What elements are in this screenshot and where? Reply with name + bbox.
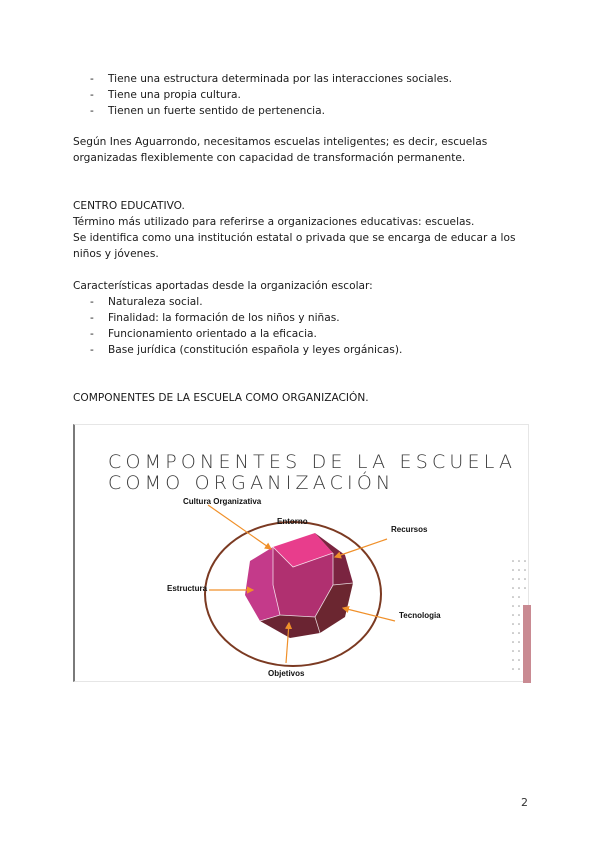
bullet-text: Tiene una estructura determinada por las interacciones sociales.: [108, 73, 453, 85]
label-tecnologia: Tecnologia: [399, 611, 441, 620]
bullet-text: Finalidad: la formación de los niños y niñas.: [108, 312, 340, 324]
bullet-dash: -: [90, 296, 94, 308]
bullet-dash: -: [90, 89, 94, 101]
paragraph-line: Término más utilizado para referirse a organizaciones educativas: escuelas.: [73, 216, 475, 228]
paragraph-line: organizadas flexiblemente con capacidad de transformación permanente.: [73, 152, 466, 164]
page-number: 2: [521, 796, 528, 809]
paragraph-line: Características aportadas desde la organización escolar:: [73, 280, 373, 292]
diagram-graphic: [75, 425, 531, 683]
section-heading-componentes: COMPONENTES DE LA ESCUELA COMO ORGANIZACIÓN.: [73, 392, 369, 404]
paragraph-line: Se identifica como una institución estatal o privada que se encarga de educar a los: [73, 232, 516, 244]
diagram-title-line1: COMPONENTES DE LA ESCUELA: [108, 451, 517, 473]
bullet-dash: -: [90, 73, 94, 85]
label-recursos: Recursos: [391, 525, 428, 534]
bullet-text: Tienen un fuerte sentido de pertenencia.: [108, 105, 325, 117]
section-heading-centro: CENTRO EDUCATIVO.: [73, 200, 185, 212]
bullet-text: Funcionamiento orientado a la eficacia.: [108, 328, 317, 340]
label-objetivos: Objetivos: [268, 669, 305, 678]
bullet-dash: -: [90, 105, 94, 117]
bullet-dash: -: [90, 312, 94, 324]
bullet-text: Naturaleza social.: [108, 296, 203, 308]
bullet-dash: -: [90, 328, 94, 340]
label-entorno: Entorno: [277, 517, 308, 526]
label-cultura: Cultura Organizativa: [183, 497, 262, 506]
componentes-diagram: [73, 424, 529, 682]
accent-bar: [523, 605, 531, 683]
paragraph-line: niños y jóvenes.: [73, 248, 159, 260]
bullet-text: Tiene una propia cultura.: [108, 89, 241, 101]
bullet-text: Base jurídica (constitución española y leyes orgánicas).: [108, 344, 403, 356]
bullet-dash: -: [90, 344, 94, 356]
paragraph-line: Según Ines Aguarrondo, necesitamos escuelas inteligentes; es decir, escuelas: [73, 136, 488, 148]
diagram-title-line2: COMO ORGANIZACIÓN: [108, 472, 395, 494]
label-estructura: Estructura: [167, 584, 208, 593]
